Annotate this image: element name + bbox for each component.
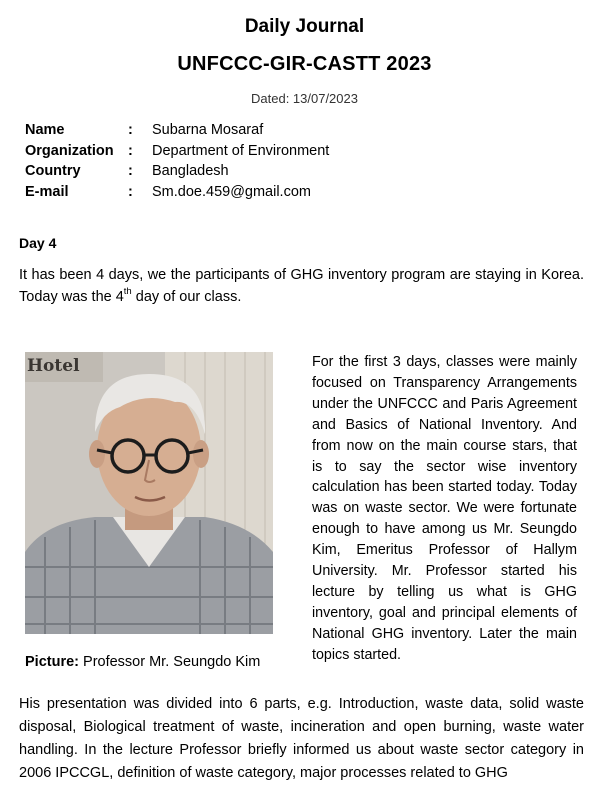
intro-paragraph	[19, 264, 584, 308]
caption-text: Professor Mr. Seungdo Kim	[79, 654, 261, 670]
info-separator: :	[128, 142, 133, 159]
ordinal-suffix: th	[123, 286, 132, 298]
bottom-paragraph: His presentation was divided into 6 parts, e.g. Introduction, waste data, solid waste disposal, Biological treatment of waste, incineration and open burning, waste water handling. In the lecture Professor briefly informed us about waste sector category in 2006 IPCCGL, definition of waste category, major processes related to GHG	[19, 696, 584, 781]
date-line: Dated: 13/07/2023	[251, 91, 358, 106]
info-label: Name	[25, 122, 65, 138]
info-label: Organization	[25, 142, 114, 159]
info-value: Department of Environment	[152, 142, 330, 159]
photo-caption	[25, 654, 260, 670]
info-row-country	[25, 161, 329, 182]
info-label: E-mail	[25, 183, 69, 200]
hotel-sign: Hotel	[27, 356, 80, 376]
journal-title: Daily Journal	[244, 16, 365, 37]
side-paragraph: For the first 3 days, classes were mainly focused on Transparency Arrangements under the UNFCCC and Paris Agreement and Basics of National Inventory. And from now on the main course stars, that is to say the sector wise inventory calculation has been started today. Today was on waste sector. We were fortunate enough to have among us Mr. Seungdo Kim, Emeritus Professor of Hallym University. Mr. Professor started his lecture by telling us what is GHG inventory, goal and principal elements of National GHG inventory. Later the main topics started.	[312, 354, 577, 663]
intro-text-end: day of our class.	[131, 289, 242, 305]
intro-text: It has been 4 days, we the participants of GHG inventory program are staying in Korea. Today was the 4	[19, 267, 584, 305]
info-separator: :	[128, 122, 133, 138]
info-separator: :	[128, 163, 133, 179]
info-label: Country	[25, 163, 81, 179]
info-row-email	[25, 182, 329, 203]
info-row-name	[25, 120, 329, 141]
info-separator: :	[128, 183, 133, 200]
participant-info	[25, 120, 329, 202]
info-value: Bangladesh	[152, 163, 229, 179]
day-heading: Day 4	[19, 235, 57, 251]
program-title: UNFCCC-GIR-CASTT 2023	[177, 53, 432, 75]
info-value: Sm.doe.459@gmail.com	[152, 183, 311, 200]
caption-label: Picture:	[25, 654, 79, 670]
info-value: Subarna Mosaraf	[152, 122, 264, 138]
info-row-organization	[25, 141, 329, 162]
professor-photo	[25, 352, 273, 634]
